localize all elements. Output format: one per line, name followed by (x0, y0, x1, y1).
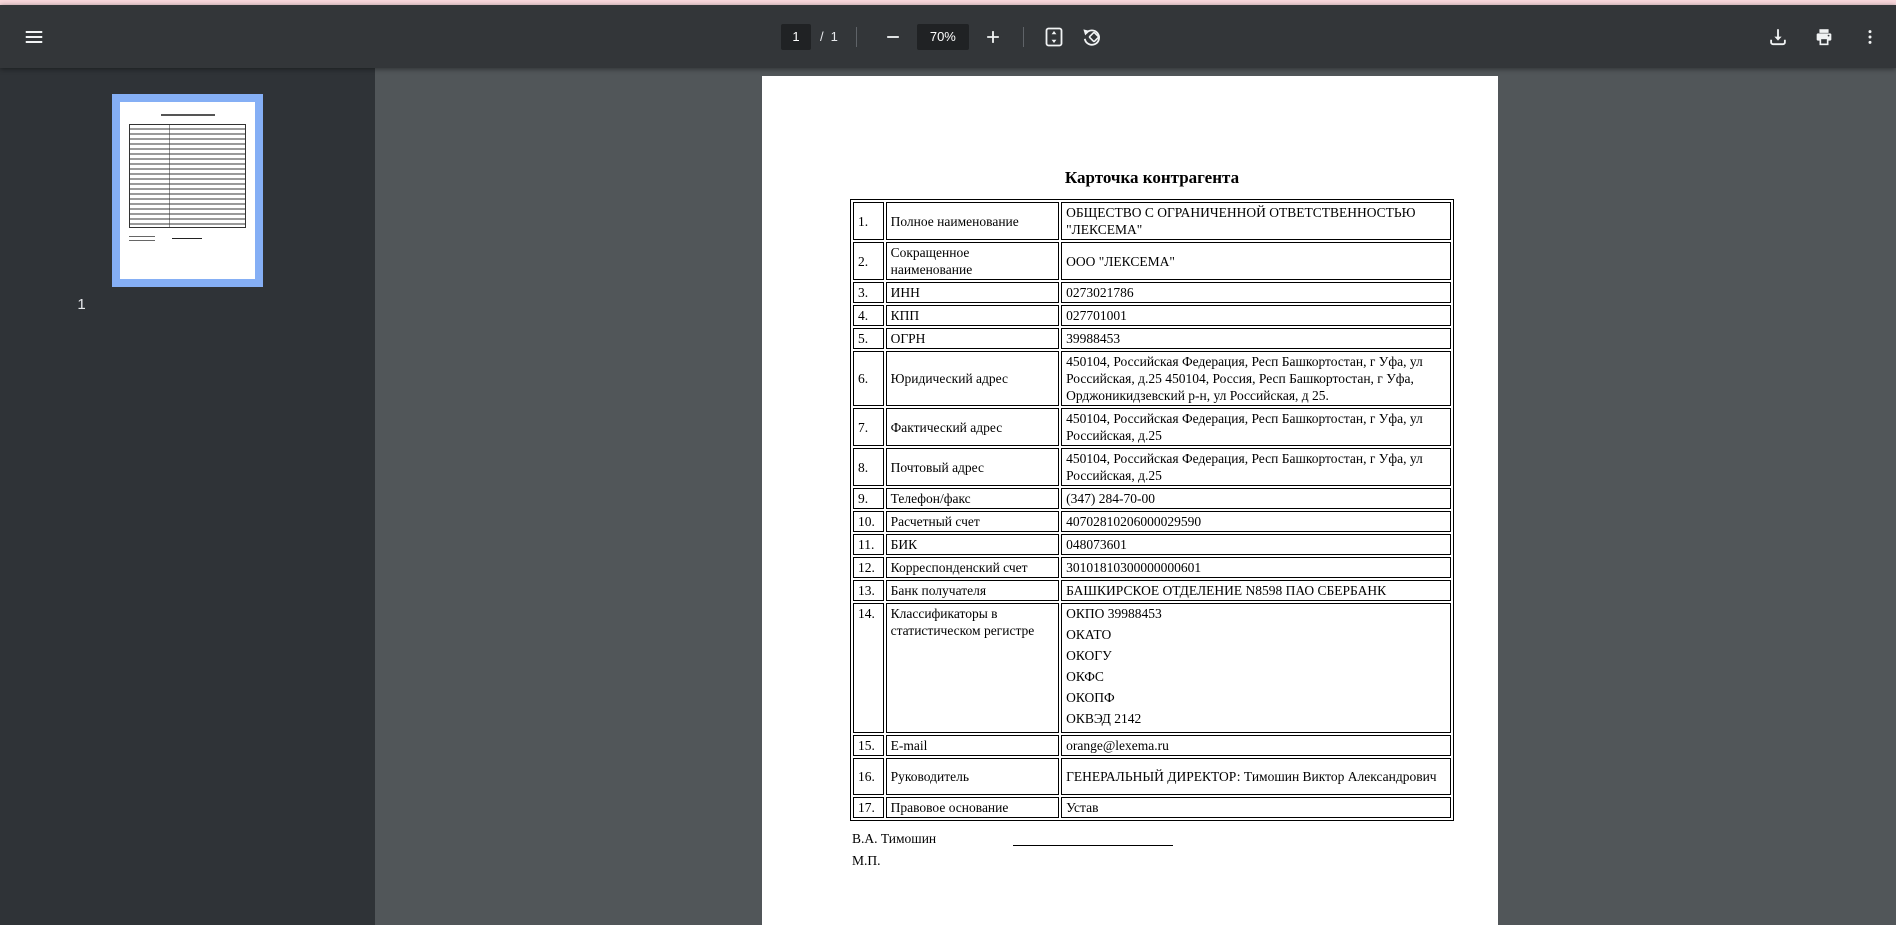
table-row (853, 758, 1451, 795)
page-total: 1 (830, 29, 838, 44)
zoom-in-button[interactable] (975, 19, 1011, 55)
table-row (853, 282, 1451, 303)
table-row (853, 351, 1451, 406)
row-value-cell: Устав (1061, 797, 1451, 818)
toolbar-divider (856, 27, 857, 47)
row-label-cell: ОГРН (886, 328, 1060, 349)
table-row (853, 603, 1451, 733)
fit-page-icon (1042, 25, 1066, 49)
row-number-cell: 16. (853, 758, 884, 795)
row-number-cell: 12. (853, 557, 884, 578)
zoom-level-input[interactable] (917, 24, 969, 50)
row-label-cell: Телефон/факс (886, 488, 1060, 509)
print-button[interactable] (1806, 19, 1842, 55)
thumbnail-page-number: 1 (77, 296, 86, 313)
row-value-cell (1061, 603, 1451, 733)
rotate-button[interactable] (1074, 19, 1110, 55)
row-label-cell: Руководитель (886, 758, 1060, 795)
classifier-line: ОКФС (1066, 669, 1104, 684)
row-value-cell: 40702810206000029590 (1061, 511, 1451, 532)
row-number-cell: 6. (853, 351, 884, 406)
zoom-out-button[interactable] (875, 19, 911, 55)
row-value-cell: БАШКИРСКОЕ ОТДЕЛЕНИЕ N8598 ПАО СБЕРБАНК (1061, 580, 1451, 601)
row-value-cell: 450104, Российская Федерация, Респ Башкортостан, г Уфа, ул Российская, д.25 (1061, 408, 1451, 446)
row-value-cell: ООО "ЛЕКСЕМА" (1061, 242, 1451, 280)
row-number-cell: 15. (853, 735, 884, 756)
table-row (853, 242, 1451, 280)
row-label-cell: Банк получателя (886, 580, 1060, 601)
row-label-cell: ИНН (886, 282, 1060, 303)
table-row (853, 488, 1451, 509)
document-title: Карточка контрагента (1064, 168, 1240, 187)
signature-line (1013, 845, 1173, 846)
row-number-cell: 1. (853, 202, 884, 240)
table-row (853, 534, 1451, 555)
thumbnail-sidebar (0, 68, 375, 925)
thumbnail-signature-line-sketch (172, 238, 202, 239)
hamburger-icon (23, 26, 45, 48)
row-label-cell: Сокращенное наименование (886, 242, 1060, 280)
row-value-cell: orange@lexema.ru (1061, 735, 1451, 756)
table-row (853, 448, 1451, 486)
row-label-cell: Расчетный счет (886, 511, 1060, 532)
thumbnail-page-preview (120, 102, 255, 279)
row-value-cell: 30101810300000000601 (1061, 557, 1451, 578)
download-icon (1767, 26, 1789, 48)
plus-icon (983, 27, 1003, 47)
row-value-cell: (347) 284-70-00 (1061, 488, 1451, 509)
row-value-cell: 0273021786 (1061, 282, 1451, 303)
table-row (853, 305, 1451, 326)
kebab-menu-icon (1860, 27, 1880, 47)
document-page (762, 76, 1498, 925)
classifier-line: ОКОПФ (1066, 690, 1115, 705)
row-number-cell: 11. (853, 534, 884, 555)
table-row (853, 797, 1451, 818)
row-label-cell: Полное наименование (886, 202, 1060, 240)
row-number-cell: 17. (853, 797, 884, 818)
signature-block (852, 828, 936, 872)
row-value-cell: 450104, Российская Федерация, Респ Башкортостан, г Уфа, ул Российская, д.25 450104, Россия, Респ Башкортостан, г Уфа, Орджоникидзевский р-н, ул Российская, д 25. (1061, 351, 1451, 406)
classifier-line: ОКПО 39988453 (1066, 606, 1162, 621)
signature-mp: М.П. (852, 853, 881, 868)
row-number-cell: 13. (853, 580, 884, 601)
print-icon (1813, 26, 1835, 48)
classifier-line: ОКАТО (1066, 627, 1112, 642)
table-row (853, 511, 1451, 532)
row-value-cell: 450104, Российская Федерация, Респ Башкортостан, г Уфа, ул Российская, д.25 (1061, 448, 1451, 486)
table-row (853, 408, 1451, 446)
table-row (853, 735, 1451, 756)
thumbnail-table-sketch (129, 124, 246, 228)
classifier-line: ОКВЭД 2142 (1066, 711, 1142, 726)
row-number-cell: 2. (853, 242, 884, 280)
row-label-cell: Правовое основание (886, 797, 1060, 818)
row-number-cell: 9. (853, 488, 884, 509)
row-label-cell: Корреспонденский счет (886, 557, 1060, 578)
pdf-toolbar (0, 5, 1896, 68)
row-label-cell: Классификаторы в статистическом регистре (886, 603, 1060, 733)
table-row (853, 557, 1451, 578)
row-value-cell: 027701001 (1061, 305, 1451, 326)
row-number-cell: 14. (853, 603, 884, 733)
row-number-cell: 8. (853, 448, 884, 486)
row-number-cell: 3. (853, 282, 884, 303)
row-label-cell: Почтовый адрес (886, 448, 1060, 486)
fit-page-button[interactable] (1036, 19, 1072, 55)
row-label-cell: Юридический адрес (886, 351, 1060, 406)
page-number-input[interactable] (781, 24, 811, 50)
page-zoom-controls (781, 5, 1110, 68)
toolbar-divider (1023, 27, 1024, 47)
thumbnail-signature-sketch (129, 236, 155, 241)
row-label-cell: БИК (886, 534, 1060, 555)
table-row (853, 580, 1451, 601)
table-row (853, 328, 1451, 349)
page-thumbnail[interactable] (112, 94, 263, 287)
thumbnail-title-sketch (161, 114, 215, 116)
toolbar-right-controls (1760, 5, 1888, 68)
menu-button[interactable] (16, 19, 52, 55)
rotate-ccw-icon (1080, 25, 1104, 49)
counterparty-table (850, 199, 1454, 821)
more-options-button[interactable] (1852, 19, 1888, 55)
row-number-cell: 5. (853, 328, 884, 349)
row-number-cell: 4. (853, 305, 884, 326)
row-number-cell: 10. (853, 511, 884, 532)
signature-name: В.А. Тимошин (852, 831, 937, 846)
classifier-line: ОКОГУ (1066, 648, 1112, 663)
document-scroll-area[interactable] (375, 68, 1896, 925)
row-value-cell: 39988453 (1061, 328, 1451, 349)
row-label-cell: Фактический адрес (886, 408, 1060, 446)
page-separator: / (820, 29, 824, 44)
row-label-cell: КПП (886, 305, 1060, 326)
row-value-cell: ГЕНЕРАЛЬНЫЙ ДИРЕКТОР: Тимошин Виктор Александрович (1061, 758, 1451, 795)
row-value-cell: 048073601 (1061, 534, 1451, 555)
download-button[interactable] (1760, 19, 1796, 55)
row-number-cell: 7. (853, 408, 884, 446)
row-value-cell: ОБЩЕСТВО С ОГРАНИЧЕННОЙ ОТВЕТСТВЕННОСТЬЮ "ЛЕКСЕМА" (1061, 202, 1451, 240)
minus-icon (883, 27, 903, 47)
table-row (853, 202, 1451, 240)
row-label-cell: E-mail (886, 735, 1060, 756)
